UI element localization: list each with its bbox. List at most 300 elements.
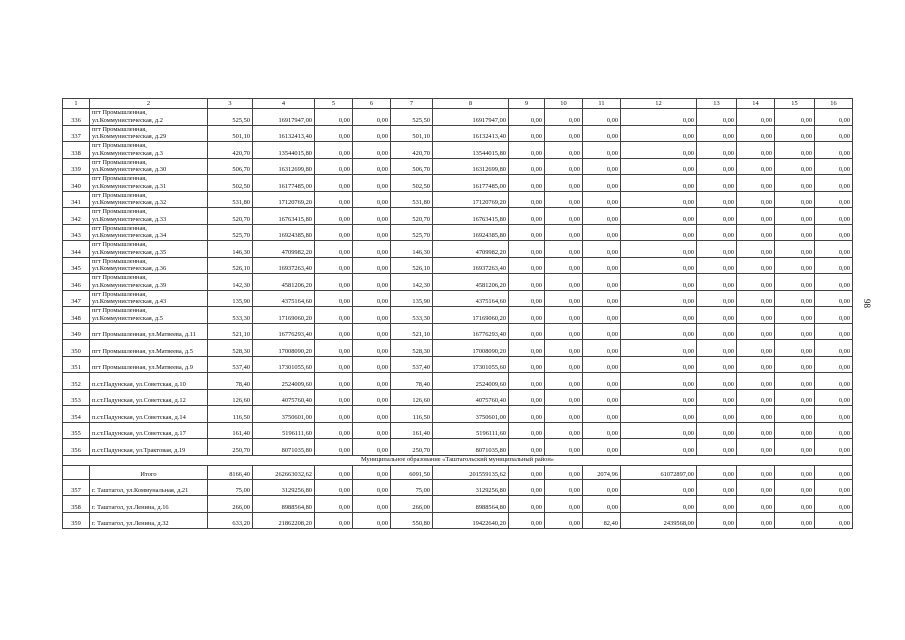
value-cell: 525,70: [391, 224, 433, 241]
value-cell: 0,00: [583, 307, 621, 324]
value-cell: 0,00: [315, 109, 353, 126]
value-cell: 0,00: [815, 290, 853, 307]
table-row: [63, 356, 853, 373]
table-row: [63, 422, 853, 439]
row-number-cell: 345: [63, 257, 90, 274]
value-cell: 525,50: [391, 109, 433, 126]
value-cell: 0,00: [315, 175, 353, 192]
address-cell: п.ст.Падунская, ул.Советская, д.17: [90, 422, 208, 439]
value-cell: 0,00: [583, 125, 621, 142]
value-cell: 0,00: [697, 389, 737, 406]
value-cell: 0,00: [315, 158, 353, 175]
address-cell: п.ст.Падунская, ул.Трактовая, д.19: [90, 439, 208, 456]
value-cell: 0,00: [815, 224, 853, 241]
address-cell: пгт Промышленная, ул.Коммунистическая, д.43: [90, 290, 208, 307]
value-cell: 0,00: [815, 406, 853, 423]
value-cell: 0,00: [315, 422, 353, 439]
value-cell: 0,00: [353, 274, 391, 291]
value-cell: 16177485,00: [433, 175, 509, 192]
value-cell: 0,00: [353, 290, 391, 307]
value-cell: 521,10: [391, 323, 433, 340]
value-cell: 0,00: [697, 274, 737, 291]
address-cell: пгт Промышленная, ул.Коммунистическая, д.3: [90, 142, 208, 159]
value-cell: 0,00: [583, 224, 621, 241]
value-cell: 0,00: [583, 241, 621, 258]
value-cell: 0,00: [353, 406, 391, 423]
value-cell: 0,00: [353, 479, 391, 496]
row-number-cell: 346: [63, 274, 90, 291]
value-cell: 533,30: [208, 307, 253, 324]
table-row: [63, 125, 853, 142]
value-cell: 0,00: [315, 224, 353, 241]
total-value-cell: 2074,96: [583, 465, 621, 479]
value-cell: 0,00: [353, 356, 391, 373]
value-cell: 0,00: [315, 373, 353, 390]
column-number-header: 15: [775, 99, 815, 109]
value-cell: 0,00: [737, 175, 775, 192]
address-cell: пгт Промышленная, ул.Коммунистическая, д.36: [90, 257, 208, 274]
row-number-cell: 347: [63, 290, 90, 307]
value-cell: 0,00: [583, 356, 621, 373]
row-number-cell: 342: [63, 208, 90, 225]
value-cell: 0,00: [583, 389, 621, 406]
value-cell: 0,00: [621, 496, 697, 513]
value-cell: 0,00: [737, 191, 775, 208]
value-cell: 0,00: [737, 439, 775, 456]
value-cell: 0,00: [315, 191, 353, 208]
value-cell: 0,00: [621, 422, 697, 439]
value-cell: 0,00: [775, 208, 815, 225]
value-cell: 2439568,00: [621, 512, 697, 529]
value-cell: 420,70: [208, 142, 253, 159]
value-cell: 75,00: [208, 479, 253, 496]
value-cell: 521,10: [208, 323, 253, 340]
value-cell: 0,00: [583, 191, 621, 208]
value-cell: 0,00: [737, 241, 775, 258]
table-row: [63, 158, 853, 175]
value-cell: 0,00: [315, 307, 353, 324]
total-value-cell: 6091,50: [391, 465, 433, 479]
value-cell: 82,40: [583, 512, 621, 529]
value-cell: 17301055,60: [433, 356, 509, 373]
value-cell: 0,00: [353, 257, 391, 274]
value-cell: 2524009,60: [253, 373, 315, 390]
value-cell: 528,30: [208, 340, 253, 357]
value-cell: 0,00: [509, 373, 545, 390]
value-cell: 0,00: [545, 175, 583, 192]
value-cell: 0,00: [697, 323, 737, 340]
value-cell: 0,00: [815, 109, 853, 126]
value-cell: 16763415,80: [253, 208, 315, 225]
column-number-header: 5: [315, 99, 353, 109]
value-cell: 0,00: [775, 241, 815, 258]
total-value-cell: 201559135,62: [433, 465, 509, 479]
address-cell: г. Таштагол, ул.Ленина, д.32: [90, 512, 208, 529]
value-cell: 0,00: [353, 158, 391, 175]
value-cell: 0,00: [509, 158, 545, 175]
value-cell: 0,00: [509, 496, 545, 513]
row-number-cell: 353: [63, 389, 90, 406]
value-cell: 4075760,40: [253, 389, 315, 406]
value-cell: 0,00: [775, 257, 815, 274]
row-number-cell: 336: [63, 109, 90, 126]
value-cell: 528,30: [391, 340, 433, 357]
column-number-header: 4: [253, 99, 315, 109]
row-number-cell: 337: [63, 125, 90, 142]
value-cell: 16917947,00: [433, 109, 509, 126]
column-number-header: 1: [63, 99, 90, 109]
value-cell: 0,00: [775, 340, 815, 357]
value-cell: 0,00: [509, 208, 545, 225]
value-cell: 0,00: [737, 406, 775, 423]
value-cell: 78,40: [391, 373, 433, 390]
value-cell: 0,00: [509, 479, 545, 496]
value-cell: 0,00: [315, 340, 353, 357]
column-number-header: 12: [621, 99, 697, 109]
value-cell: 16312699,80: [433, 158, 509, 175]
value-cell: 0,00: [545, 307, 583, 324]
value-cell: 0,00: [509, 323, 545, 340]
value-cell: 16312699,80: [253, 158, 315, 175]
value-cell: 0,00: [583, 290, 621, 307]
column-number-header: 11: [583, 99, 621, 109]
value-cell: 0,00: [697, 109, 737, 126]
value-cell: 533,30: [391, 307, 433, 324]
value-cell: 0,00: [509, 274, 545, 291]
value-cell: 0,00: [353, 142, 391, 159]
value-cell: 0,00: [545, 158, 583, 175]
value-cell: 0,00: [545, 274, 583, 291]
value-cell: 16132413,40: [253, 125, 315, 142]
housing-register-table: [62, 98, 853, 529]
value-cell: 142,30: [208, 274, 253, 291]
value-cell: 550,80: [391, 512, 433, 529]
value-cell: 13544015,80: [433, 142, 509, 159]
value-cell: 0,00: [697, 307, 737, 324]
value-cell: 0,00: [545, 191, 583, 208]
address-cell: п.ст.Падунская, ул.Советская, д.12: [90, 389, 208, 406]
value-cell: 0,00: [815, 142, 853, 159]
value-cell: 3750601,00: [433, 406, 509, 423]
value-cell: 126,60: [391, 389, 433, 406]
value-cell: 0,00: [315, 290, 353, 307]
value-cell: 0,00: [815, 158, 853, 175]
value-cell: 116,50: [391, 406, 433, 423]
value-cell: 0,00: [583, 422, 621, 439]
value-cell: 0,00: [583, 109, 621, 126]
value-cell: 0,00: [697, 158, 737, 175]
value-cell: 250,70: [391, 439, 433, 456]
row-number-cell: 357: [63, 479, 90, 496]
total-value-cell: 61072897,00: [621, 465, 697, 479]
address-cell: пгт Промышленная, ул.Коммунистическая, д.32: [90, 191, 208, 208]
value-cell: 0,00: [775, 175, 815, 192]
value-cell: 0,00: [815, 323, 853, 340]
value-cell: 142,30: [391, 274, 433, 291]
value-cell: 0,00: [815, 257, 853, 274]
value-cell: 0,00: [775, 373, 815, 390]
value-cell: 0,00: [621, 356, 697, 373]
table-row: [63, 389, 853, 406]
value-cell: 0,00: [697, 373, 737, 390]
value-cell: 0,00: [353, 125, 391, 142]
value-cell: 0,00: [815, 496, 853, 513]
value-cell: 0,00: [775, 158, 815, 175]
value-cell: 526,10: [391, 257, 433, 274]
value-cell: 0,00: [621, 241, 697, 258]
value-cell: 0,00: [775, 290, 815, 307]
value-cell: 0,00: [353, 512, 391, 529]
table-row: [63, 373, 853, 390]
value-cell: 0,00: [353, 323, 391, 340]
value-cell: 520,70: [208, 208, 253, 225]
value-cell: 531,80: [391, 191, 433, 208]
address-cell: г. Таштагол, ул.Ленина, д.16: [90, 496, 208, 513]
table-row: [63, 191, 853, 208]
address-cell: п.ст.Падунская, ул.Советская, д.14: [90, 406, 208, 423]
total-value-cell: 0,00: [509, 465, 545, 479]
value-cell: 0,00: [509, 356, 545, 373]
value-cell: 0,00: [353, 224, 391, 241]
value-cell: 0,00: [583, 175, 621, 192]
value-cell: 0,00: [509, 191, 545, 208]
value-cell: 0,00: [353, 496, 391, 513]
value-cell: 0,00: [315, 125, 353, 142]
value-cell: 0,00: [621, 224, 697, 241]
value-cell: 146,30: [391, 241, 433, 258]
value-cell: 3129256,80: [433, 479, 509, 496]
value-cell: 2524009,60: [433, 373, 509, 390]
value-cell: 0,00: [509, 125, 545, 142]
value-cell: 531,80: [208, 191, 253, 208]
value-cell: 0,00: [509, 512, 545, 529]
table-row: [63, 274, 853, 291]
value-cell: 0,00: [621, 479, 697, 496]
value-cell: 5196111,60: [433, 422, 509, 439]
value-cell: 0,00: [583, 496, 621, 513]
value-cell: 17008090,20: [433, 340, 509, 357]
value-cell: 0,00: [775, 274, 815, 291]
table-row: [63, 307, 853, 324]
row-number-cell: 354: [63, 406, 90, 423]
total-value-cell: 0,00: [737, 465, 775, 479]
value-cell: 525,70: [208, 224, 253, 241]
value-cell: 0,00: [509, 257, 545, 274]
table-row: [63, 257, 853, 274]
value-cell: 0,00: [509, 422, 545, 439]
address-cell: пгт Промышленная, ул.Коммунистическая, д.2: [90, 109, 208, 126]
value-cell: 0,00: [583, 439, 621, 456]
table-row: [63, 142, 853, 159]
column-number-header: 8: [433, 99, 509, 109]
value-cell: 0,00: [815, 422, 853, 439]
value-cell: 0,00: [621, 257, 697, 274]
address-cell: пгт Промышленная, ул.Коммунистическая, д.33: [90, 208, 208, 225]
value-cell: 16776293,40: [433, 323, 509, 340]
value-cell: 0,00: [545, 125, 583, 142]
value-cell: 0,00: [583, 208, 621, 225]
value-cell: 17120769,20: [433, 191, 509, 208]
value-cell: 0,00: [315, 142, 353, 159]
value-cell: 17169060,20: [433, 307, 509, 324]
value-cell: 0,00: [509, 224, 545, 241]
value-cell: 16937263,40: [253, 257, 315, 274]
value-cell: 0,00: [775, 125, 815, 142]
value-cell: 16132413,40: [433, 125, 509, 142]
value-cell: 0,00: [697, 142, 737, 159]
value-cell: 0,00: [315, 356, 353, 373]
value-cell: 0,00: [315, 389, 353, 406]
value-cell: 0,00: [815, 512, 853, 529]
value-cell: 0,00: [545, 290, 583, 307]
value-cell: 0,00: [509, 406, 545, 423]
column-number-header: 10: [545, 99, 583, 109]
value-cell: 0,00: [737, 389, 775, 406]
value-cell: 0,00: [545, 142, 583, 159]
page-number: 98: [862, 299, 872, 308]
value-cell: 633,20: [208, 512, 253, 529]
value-cell: 0,00: [621, 125, 697, 142]
value-cell: 3129256,80: [253, 479, 315, 496]
value-cell: 16763415,80: [433, 208, 509, 225]
address-cell: пгт Промышленная, ул.Коммунистическая, д.34: [90, 224, 208, 241]
value-cell: 266,00: [391, 496, 433, 513]
value-cell: 506,70: [208, 158, 253, 175]
total-value-cell: 0,00: [775, 465, 815, 479]
value-cell: 0,00: [815, 389, 853, 406]
value-cell: 0,00: [621, 373, 697, 390]
value-cell: 0,00: [815, 439, 853, 456]
value-cell: 21862208,20: [253, 512, 315, 529]
value-cell: 0,00: [353, 340, 391, 357]
row-number-cell: 341: [63, 191, 90, 208]
value-cell: 0,00: [697, 356, 737, 373]
value-cell: 506,70: [391, 158, 433, 175]
value-cell: 0,00: [815, 340, 853, 357]
total-value-cell: 0,00: [815, 465, 853, 479]
value-cell: 0,00: [545, 439, 583, 456]
value-cell: 16177485,00: [253, 175, 315, 192]
value-cell: 0,00: [545, 241, 583, 258]
value-cell: 0,00: [315, 208, 353, 225]
value-cell: 0,00: [737, 422, 775, 439]
value-cell: 0,00: [775, 224, 815, 241]
value-cell: 16917947,00: [253, 109, 315, 126]
value-cell: 0,00: [775, 109, 815, 126]
total-number-cell: [63, 465, 90, 479]
value-cell: 0,00: [737, 274, 775, 291]
row-number-cell: 338: [63, 142, 90, 159]
value-cell: 250,70: [208, 439, 253, 456]
value-cell: 0,00: [815, 175, 853, 192]
value-cell: 0,00: [353, 307, 391, 324]
value-cell: 0,00: [545, 479, 583, 496]
value-cell: 0,00: [775, 439, 815, 456]
value-cell: 17120769,20: [253, 191, 315, 208]
address-cell: пгт Промышленная, ул.Коммунистическая, д.30: [90, 158, 208, 175]
value-cell: 0,00: [545, 496, 583, 513]
value-cell: 3750601,00: [253, 406, 315, 423]
value-cell: 0,00: [697, 125, 737, 142]
value-cell: 146,30: [208, 241, 253, 258]
section-title-row: [63, 455, 853, 465]
value-cell: 0,00: [583, 323, 621, 340]
value-cell: 0,00: [583, 373, 621, 390]
value-cell: 0,00: [815, 307, 853, 324]
value-cell: 0,00: [775, 406, 815, 423]
value-cell: 17008090,20: [253, 340, 315, 357]
total-value-cell: 0,00: [315, 465, 353, 479]
table-row: [63, 479, 853, 496]
total-label: Итого: [90, 465, 208, 479]
value-cell: 0,00: [621, 274, 697, 291]
value-cell: 75,00: [391, 479, 433, 496]
address-cell: г. Таштагол, ул.Коммунальная, д.21: [90, 479, 208, 496]
value-cell: 501,10: [208, 125, 253, 142]
value-cell: 537,40: [208, 356, 253, 373]
row-number-cell: 343: [63, 224, 90, 241]
value-cell: 0,00: [775, 356, 815, 373]
value-cell: 4375164,60: [433, 290, 509, 307]
value-cell: 525,50: [208, 109, 253, 126]
value-cell: 0,00: [737, 257, 775, 274]
value-cell: 4709982,20: [253, 241, 315, 258]
value-cell: 0,00: [509, 109, 545, 126]
value-cell: 0,00: [775, 323, 815, 340]
value-cell: 0,00: [775, 191, 815, 208]
value-cell: 0,00: [697, 439, 737, 456]
value-cell: 0,00: [697, 406, 737, 423]
value-cell: 0,00: [737, 307, 775, 324]
value-cell: 0,00: [315, 406, 353, 423]
value-cell: 0,00: [621, 208, 697, 225]
value-cell: 0,00: [315, 274, 353, 291]
value-cell: 0,00: [545, 323, 583, 340]
address-cell: пгт Промышленная, ул.Коммунистическая, д.31: [90, 175, 208, 192]
value-cell: 4581206,20: [433, 274, 509, 291]
value-cell: 0,00: [697, 422, 737, 439]
address-cell: пгт Промышленная, ул.Коммунистическая, д.35: [90, 241, 208, 258]
value-cell: 0,00: [737, 340, 775, 357]
value-cell: 8071035,80: [433, 439, 509, 456]
value-cell: 0,00: [815, 125, 853, 142]
value-cell: 0,00: [737, 109, 775, 126]
value-cell: 0,00: [545, 406, 583, 423]
value-cell: 0,00: [583, 274, 621, 291]
value-cell: 0,00: [353, 191, 391, 208]
value-cell: 0,00: [621, 290, 697, 307]
value-cell: 126,60: [208, 389, 253, 406]
value-cell: 0,00: [509, 241, 545, 258]
total-value-cell: 8166,40: [208, 465, 253, 479]
value-cell: 0,00: [545, 340, 583, 357]
value-cell: 0,00: [815, 479, 853, 496]
value-cell: 4075760,40: [433, 389, 509, 406]
column-number-header: 2: [90, 99, 208, 109]
address-cell: пгт Промышленная, ул.Матвеева, д.11: [90, 323, 208, 340]
row-number-cell: 350: [63, 340, 90, 357]
column-number-header-row: [63, 99, 853, 109]
value-cell: 116,50: [208, 406, 253, 423]
value-cell: 0,00: [621, 307, 697, 324]
address-cell: пгт Промышленная, ул.Матвеева, д.9: [90, 356, 208, 373]
address-cell: пгт Промышленная, ул.Коммунистическая, д.39: [90, 274, 208, 291]
value-cell: 8071035,80: [253, 439, 315, 456]
value-cell: 4375164,60: [253, 290, 315, 307]
value-cell: 0,00: [353, 389, 391, 406]
value-cell: 0,00: [775, 422, 815, 439]
value-cell: 0,00: [697, 290, 737, 307]
